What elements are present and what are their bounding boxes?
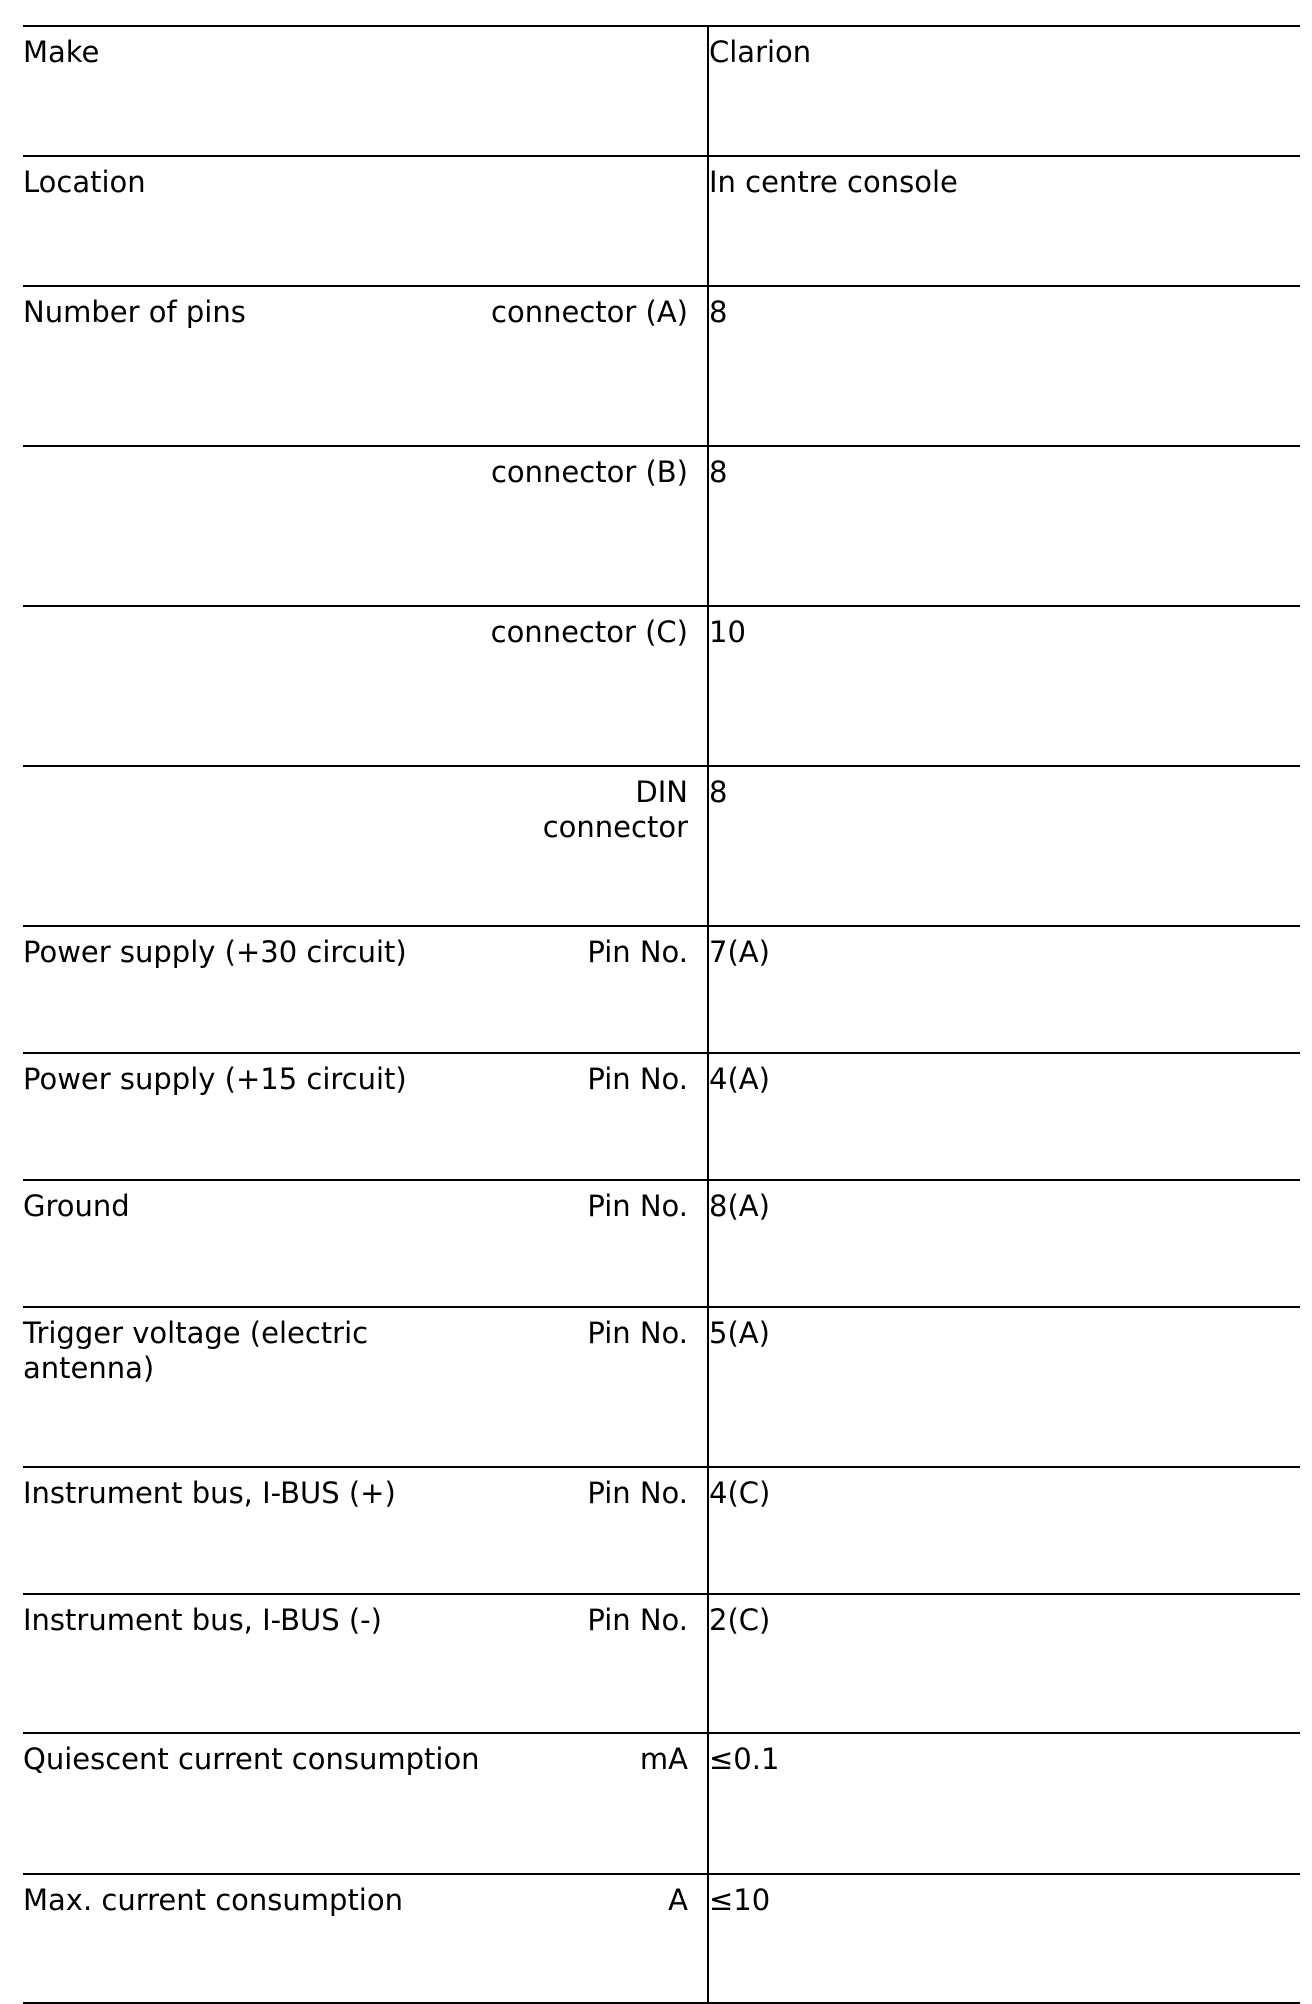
- row-label: Max. current consumption: [23, 1883, 403, 1917]
- table-row: [23, 1179, 1300, 1306]
- row-value: Clarion: [709, 35, 812, 69]
- row-label: [23, 767, 483, 775]
- row-unit: Pin No.: [587, 1316, 688, 1350]
- row-unit: mA: [639, 1742, 688, 1776]
- row-label: Trigger voltage (electric antenna): [23, 1316, 369, 1385]
- row-value: 7(A): [709, 935, 770, 969]
- table-row: [23, 1052, 1300, 1179]
- row-unit: Pin No.: [587, 1603, 688, 1637]
- row-unit: A: [668, 1883, 688, 1917]
- row-value: In centre console: [709, 165, 958, 199]
- row-value: 5(A): [709, 1316, 770, 1350]
- table-row: [23, 1466, 1300, 1593]
- row-value: 10: [709, 615, 746, 649]
- row-unit: DIN connector: [542, 775, 688, 844]
- row-label: Ground: [23, 1189, 130, 1223]
- row-label: Location: [23, 165, 146, 199]
- row-unit: Pin No.: [587, 935, 688, 969]
- row-label: [23, 447, 483, 455]
- row-unit: Pin No.: [587, 1189, 688, 1223]
- row-value: ≤10: [709, 1883, 771, 1917]
- row-label: Quiescent current consumption: [23, 1742, 480, 1776]
- row-label: Instrument bus, I-BUS (-): [23, 1603, 382, 1637]
- row-label: [23, 607, 483, 615]
- table-row: [23, 605, 1300, 765]
- table-row: [23, 1873, 1300, 2004]
- column-divider: [707, 25, 709, 2004]
- row-value: 2(C): [709, 1603, 771, 1637]
- table-row: [23, 1732, 1300, 1873]
- row-value: 4(C): [709, 1476, 771, 1510]
- row-value: 8: [709, 775, 728, 809]
- table-row: [23, 285, 1300, 445]
- row-label: Power supply (+15 circuit): [23, 1062, 407, 1096]
- row-unit: connector (B): [490, 455, 688, 489]
- table-row: [23, 155, 1300, 285]
- row-value: 8(A): [709, 1189, 770, 1223]
- row-label: Instrument bus, I-BUS (+): [23, 1476, 396, 1510]
- row-value: 8: [709, 455, 728, 489]
- table-row: [23, 1593, 1300, 1732]
- table-row: [23, 925, 1300, 1052]
- row-value: 4(A): [709, 1062, 770, 1096]
- row-label: Power supply (+30 circuit): [23, 935, 407, 969]
- row-value: 8: [709, 295, 728, 329]
- table-row: [23, 445, 1300, 605]
- row-unit: Pin No.: [587, 1062, 688, 1096]
- row-label: Make: [23, 35, 100, 69]
- row-unit: [483, 157, 698, 165]
- table-row: [23, 765, 1300, 925]
- row-label: Number of pins: [23, 295, 246, 329]
- row-unit: connector (A): [491, 295, 688, 329]
- table-row: [23, 25, 1300, 155]
- table-row: [23, 1306, 1300, 1466]
- row-value: ≤0.1: [709, 1742, 780, 1776]
- row-unit: Pin No.: [587, 1476, 688, 1510]
- row-unit: [483, 27, 698, 35]
- row-unit: connector (C): [490, 615, 688, 649]
